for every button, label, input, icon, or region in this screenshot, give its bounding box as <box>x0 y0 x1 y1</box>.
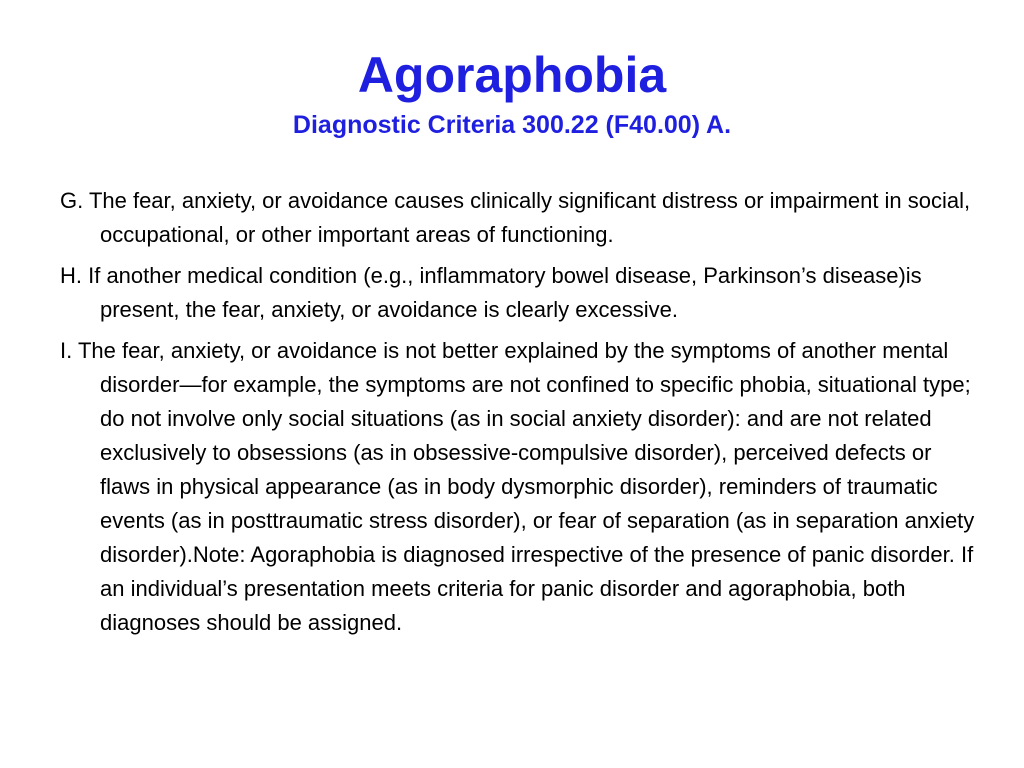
slide-subtitle: Diagnostic Criteria 300.22 (F40.00) A. <box>292 111 732 139</box>
criterion-g: G. The fear, anxiety, or avoidance causes clinically significant distress or impairment in social, occupational, or other important areas of functioning. <box>60 188 971 247</box>
criterion-h: H. If another medical condition (e.g., inflammatory bowel disease, Parkinson’s disease)is present, the fear, anxiety, or avoidance is clearly excessive. <box>60 263 922 322</box>
title-block <box>0 44 1024 142</box>
criteria-list <box>60 184 980 647</box>
criterion-i: I. The fear, anxiety, or avoidance is not better explained by the symptoms of another mental disorder—for example, the symptoms are not confined to specific phobia, situational type; do not involve only social situations (as in social anxiety disorder): and are not related exclusively to obsessions (as in obsessive-compulsive disorder), perceived defects or flaws in physical appearance (as in body dysmorphic disorder), reminders of traumatic events (as in posttraumatic stress disorder), or fear of separation (as in separation anxiety disorder).Note: Agoraphobia is diagnosed irrespective of the presence of panic disorder. If an individual’s presentation meets criteria for panic disorder and agoraphobia, both diagnoses should be assigned. <box>60 338 975 635</box>
slide-title: Agoraphobia <box>357 47 667 103</box>
